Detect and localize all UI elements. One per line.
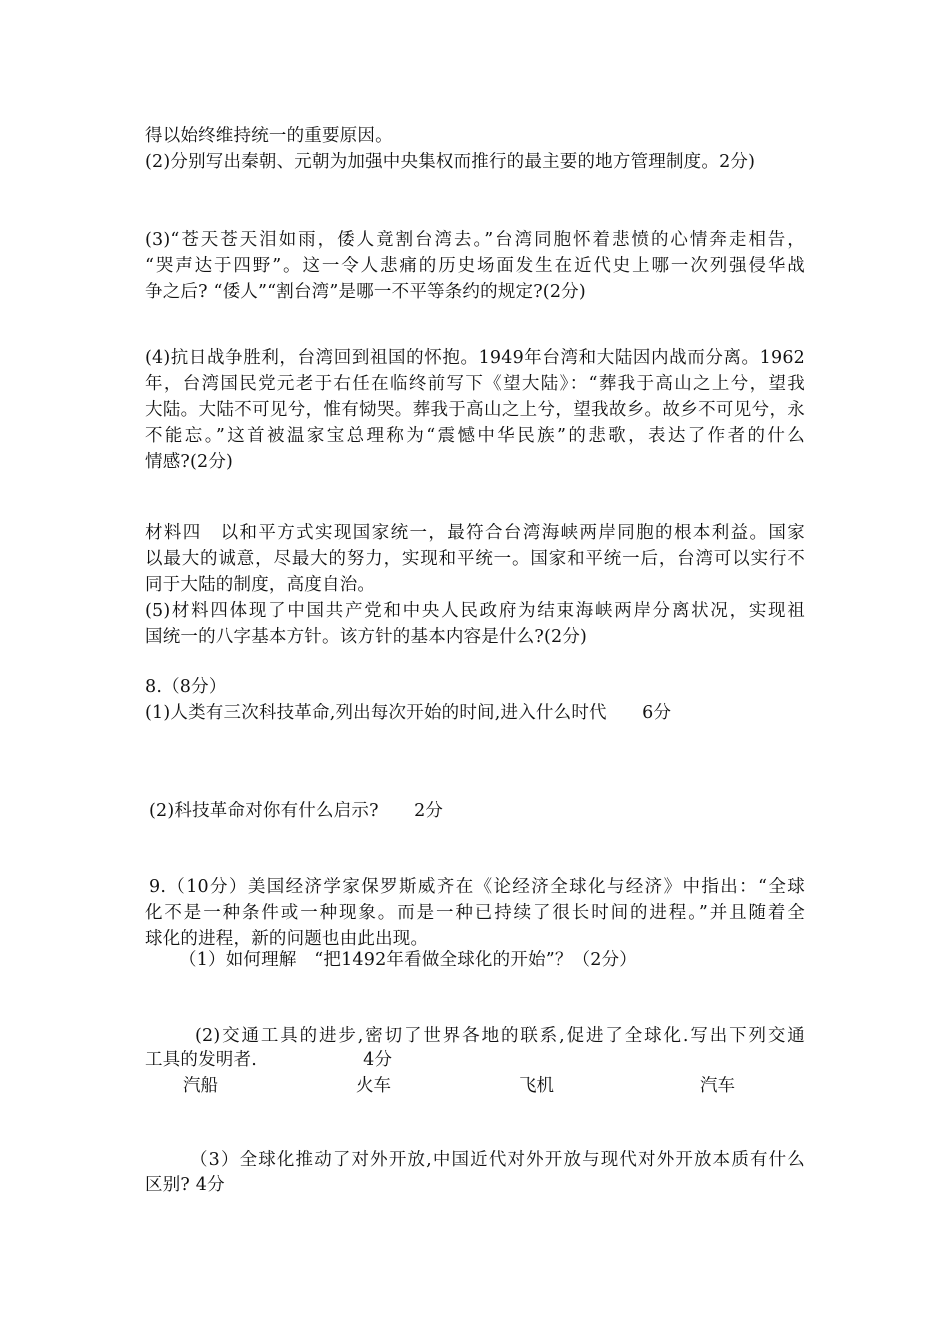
q9-part1: （1）如何理解 “把1492年看做全球化的开始”？（2分）	[179, 950, 637, 970]
q7-part4-line1: (4)抗日战争胜利，台湾回到祖国的怀抱。1949年台湾和大陆因内战而分离。1962	[145, 348, 805, 368]
q7-part4-line5: 情感?(2分)	[145, 452, 234, 472]
tool-airplane: 飞机	[519, 1076, 554, 1096]
q7-part3-line3: 争之后? “倭人”“割台湾”是哪一不平等条约的规定?(2分)	[145, 282, 586, 302]
q7-part5-line2: 国统一的八字基本方针。该方针的基本内容是什么?(2分)	[145, 627, 588, 647]
material4-line1: 材料四 以和平方式实现国家统一，最符合台湾海峡两岸同胞的根本利益。国家	[145, 523, 805, 543]
q7-part3-line1: (3)“苍天苍天泪如雨，倭人竟割台湾去。”台湾同胞怀着悲愤的心情奔走相告，	[145, 230, 805, 250]
material4-line2: 以最大的诚意，尽最大的努力，实现和平统一。国家和平统一后，台湾可以实行不	[145, 549, 805, 569]
q7-text-line: 得以始终维持统一的重要原因。	[145, 126, 393, 146]
q7-part4-line2: 年，台湾国民党元老于右任在临终前写下《望大陆》：“葬我于高山之上兮，望我	[145, 374, 805, 394]
q9-intro-line2: 化不是一种条件或一种现象。而是一种已持续了很长时间的进程。”并且随着全	[145, 903, 805, 923]
q7-part4-line3: 大陆。大陆不可见兮，惟有恸哭。葬我于高山之上兮，望我故乡。故乡不可见兮，永	[145, 400, 805, 420]
q9-part2-line2: 工具的发明者. 4分	[145, 1050, 393, 1070]
q7-part3-line2: “哭声达于四野”。这一令人悲痛的历史场面发生在近代史上哪一次列强侵华战	[145, 256, 805, 276]
q9-intro-line3: 球化的进程，新的问题也由此出现。	[145, 929, 429, 949]
q9-part3-line1: （3）全球化推动了对外开放,中国近代对外开放与现代对外开放本质有什么	[190, 1150, 805, 1170]
q9-part2-line1: (2)交通工具的进步,密切了世界各地的联系,促进了全球化.写出下列交通	[195, 1026, 805, 1046]
tool-steamship: 汽船	[183, 1076, 218, 1096]
tool-train: 火车	[356, 1076, 391, 1096]
material4-line3: 同于大陆的制度，高度自治。	[145, 575, 376, 595]
q9-part3-line2: 区别? 4分	[145, 1175, 225, 1195]
q7-part5-line1: (5)材料四体现了中国共产党和中央人民政府为结束海峡两岸分离状况，实现祖	[145, 601, 805, 621]
q7-part2: (2)分别写出秦朝、元朝为加强中央集权而推行的最主要的地方管理制度。2分)	[145, 152, 756, 172]
q8-title: 8.（8分）	[145, 677, 227, 697]
tool-car: 汽车	[700, 1076, 735, 1096]
q8-part1: (1)人类有三次科技革命,列出每次开始的时间,进入什么时代 6分	[145, 703, 672, 723]
q8-part2: (2)科技革命对你有什么启示? 2分	[149, 801, 444, 821]
q7-part4-line4: 不能忘。”这首被温家宝总理称为“震憾中华民族”的悲歌，表达了作者的什么	[145, 426, 805, 446]
q9-intro-line1: 9.（10分）美国经济学家保罗斯威齐在《论经济全球化与经济》中指出：“全球	[149, 877, 805, 897]
